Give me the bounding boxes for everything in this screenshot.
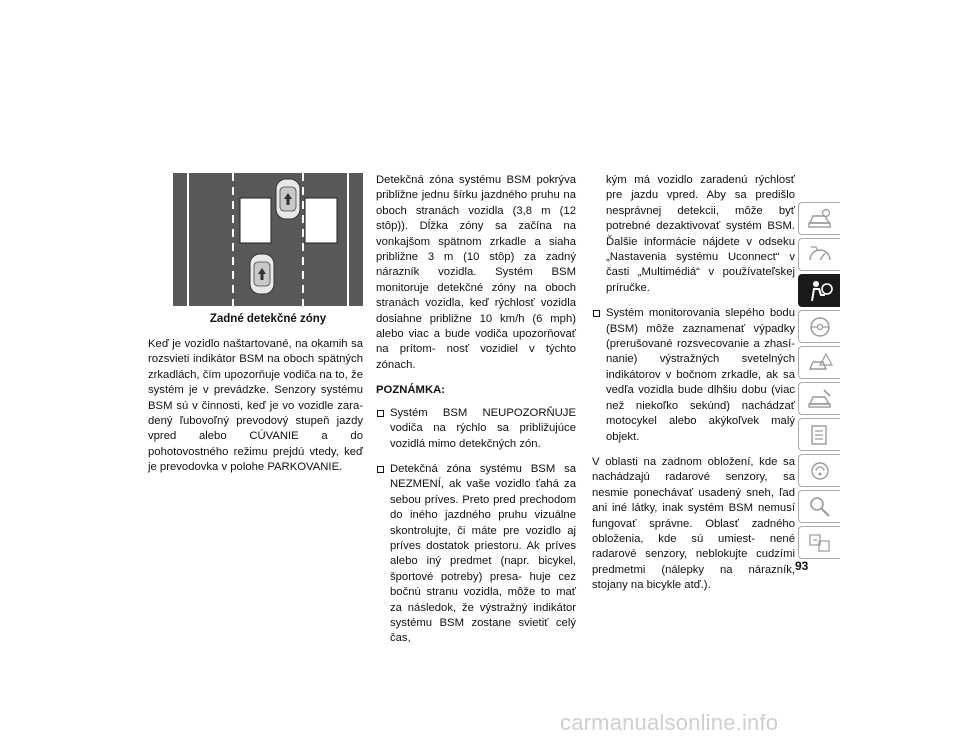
note-heading: POZNÁMKA: [376,384,446,397]
checkbox-bullet-icon [377,410,384,417]
following-vehicle [250,254,274,294]
dashboard-icon [807,243,833,267]
tab-service[interactable] [798,382,840,415]
car-service-icon [807,387,833,411]
watermark: carmanualsonline.info [560,710,779,735]
text-column-1 [148,337,363,486]
tab-specifications[interactable] [798,418,840,451]
tab-car-info[interactable] [798,202,840,235]
checkbox-bullet-icon [593,310,600,317]
multimedia-icon [807,459,833,483]
bullet-text: Systém BSM NEUPOZORŇUJE vodiča na rýchlo sa približujúce vozidlá mimo detekčných zón. [390,406,576,450]
language-index-icon [807,531,833,555]
tab-multimedia[interactable] [798,454,840,487]
detection-zones-diagram [173,173,363,306]
host-vehicle [276,179,300,219]
paragraph: V oblasti na zadnom obložení, kde sa nachádzajú radarové senzory, sa nesmie ponechávať usadený sneh, ľad ani iné látky, inak systém BSM nemusí fungovať správne. Oblasť zadného obloženia, kde sú umiest- nené radarové senzory, neblokujte cudzími predmetmi (nálepky na nárazník, stojany na bicykle atď.). [592,455,795,592]
bullet-text: Systém monitorovania slepého bodu (BSM) môže zaznamenať výpadky (prerušované rozsvecovanie a zhasí- nanie) výstražných svetelných indikátorov v bočnom zrkadle, ak sa vedľa vozidla bude dlhšiu dobu (viac než niekoľko sekúnd) nachádzať motocykel alebo akýkoľvek malý objekt. [606,307,795,443]
tab-safety[interactable] [798,274,840,307]
search-icon [807,495,833,519]
steering-wheel-icon [807,315,833,339]
bullet-text: Detekčná zóna systému BSM sa NEZMENÍ, ak vaše vozidlo ťahá za sebou príves. Preto pred prechodom do iného jazdného pruhu vizuálne skontrolujte, či máte pre vozidlo aj príves dostatok priestoru. Ak príves alebo iný predmet (napr. bicykel, športové potreby) presa- huje cez bočnú stranu vozidla, môže to mať za následok, že výstražný indikátor systému BSM zostane svietiť celý čas, [390,462,576,645]
note-bullet [376,462,576,647]
note-bullet [592,306,795,445]
paragraph: Detekčná zóna systému BSM pokrýva približne jednu šírku jazdného pruhu na oboch stranách vozidla (3,8 m (12 stôp)). Dĺžka zóny sa začína na vonkajšom spätnom zrkadle a siaha približne 3 m (10 stôp) za zadný nárazník vozidla. Systém BSM monitoruje detekčné zóny na oboch stranách vozidla, keď rýchlosť vozidla dosiahne približne 10 km/h (6 mph) alebo viac a bude vodiča upozorňovať na prítom- nosť vozidiel v týchto zónach. [376,174,576,371]
tab-emergency[interactable] [798,346,840,379]
page-number: 93 [795,559,809,573]
specifications-icon [807,423,833,447]
figure-caption: Zadné detekčné zóny [209,313,327,325]
airbag-safety-icon [807,279,833,303]
car-info-icon [807,207,833,231]
chapter-tabs [798,202,840,562]
tab-driving[interactable] [798,310,840,343]
detection-zones-figure [173,173,363,306]
bullet-continuation: kým má vozidlo zaradenú rýchlosť pre jazdu vpred. Aby sa predišlo nesprávnej detekcii, môže byť potrebné dezaktivovať systém BSM. Ďalšie informácie nájdete v odseku „Nastavenia systému Uconnect“ v časti „Multimédiá“ v používateľskej príručke. [606,174,795,294]
tab-search[interactable] [798,490,840,523]
paragraph: Keď je vozidlo naštartované, na okamih sa rozsvieti indikátor BSM na oboch spätných zrkadlách, čím upozorňuje vodiča na to, že systém je v prevádzke. Senzory systému BSM sú v činnosti, keď je vo vozidle zara- dený ľubovoľný prevodový stupeň jazdy vpred alebo CÚVANIE a do pohotovostného režimu prejdú vtedy, keď je prevodovka v polohe PARKOVANIE. [148,338,363,474]
checkbox-bullet-icon [377,466,384,473]
tab-language-index[interactable] [798,526,840,559]
car-warning-icon [807,351,833,375]
note-bullet [376,406,576,452]
right-detection-zone [305,198,337,243]
left-detection-zone [240,198,271,243]
text-column-3 [592,173,795,604]
tab-dashboard[interactable] [798,238,840,271]
text-column-2 [376,173,576,657]
